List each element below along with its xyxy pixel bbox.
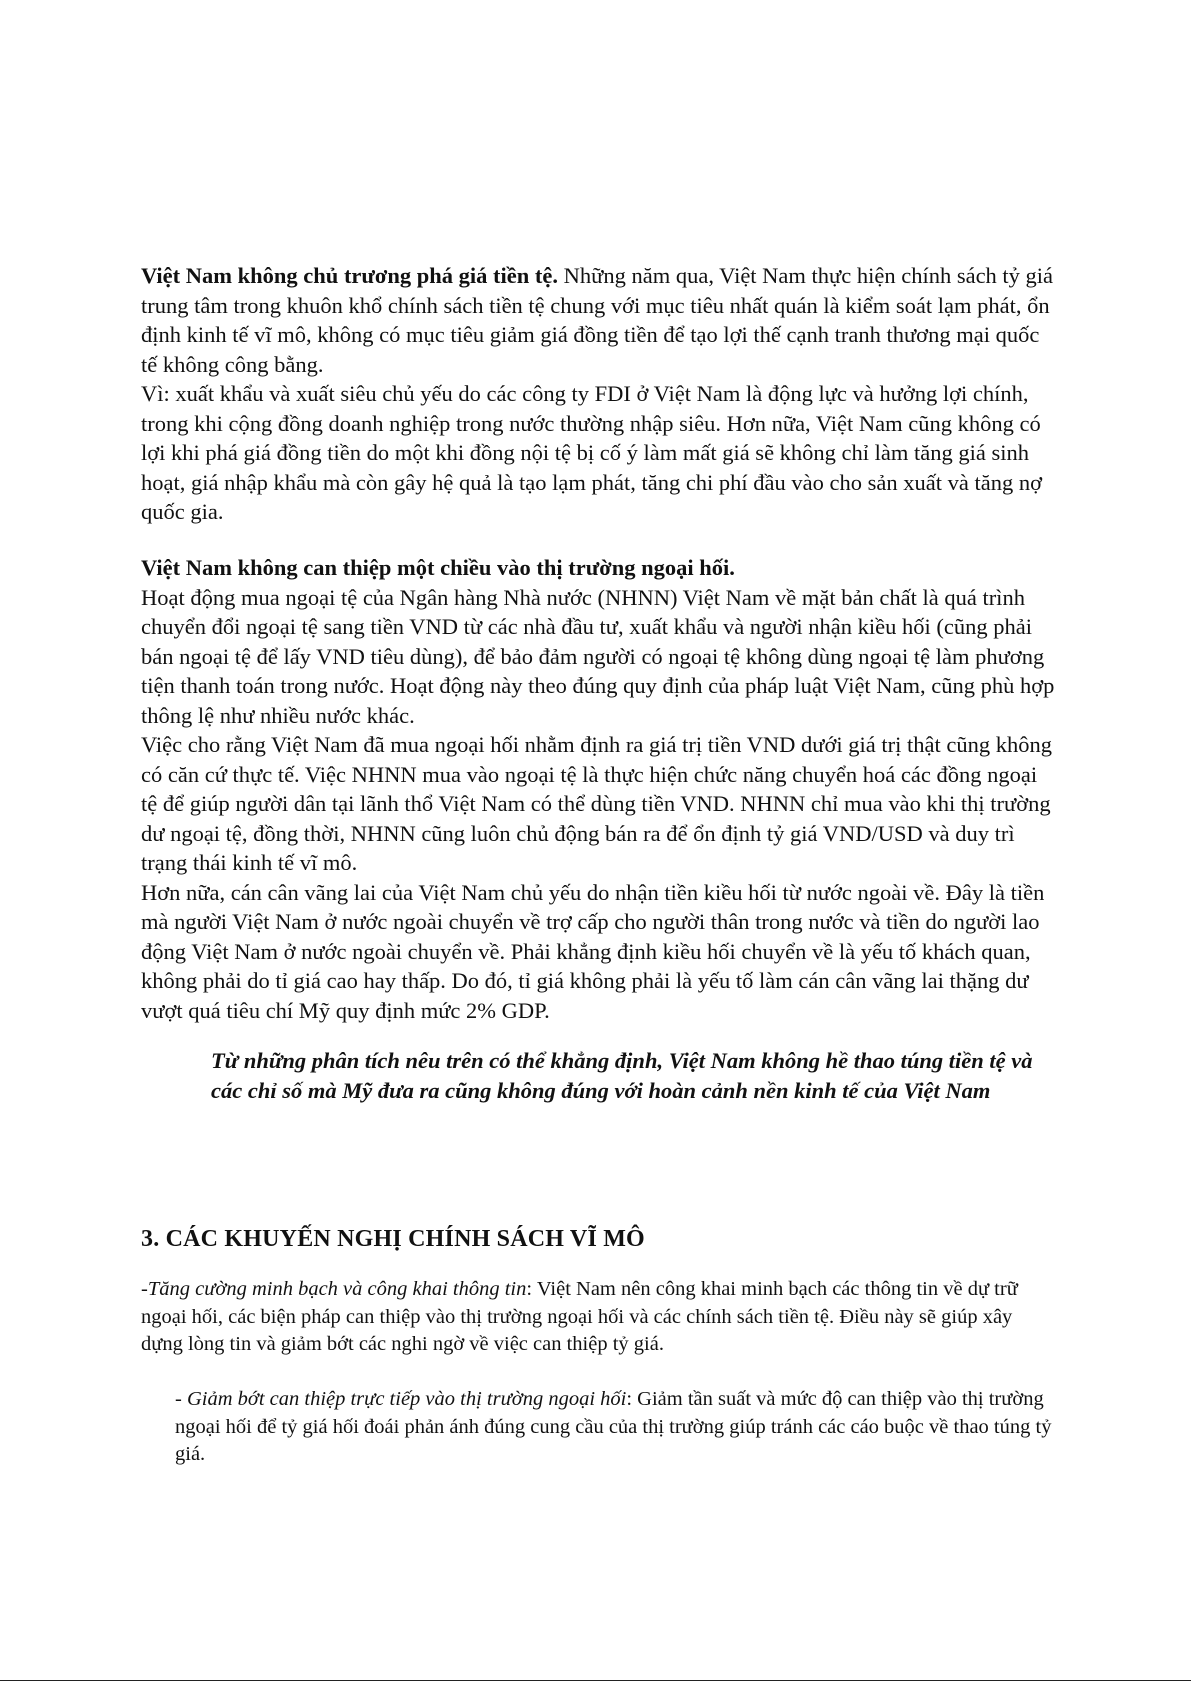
recommendation-text: : Giảm tần suất và mức độ can thiệp vào thị trường ngoại hối để tỷ giá hối đoái phản ánh đúng cung cầu của thị trường giúp tránh các cáo buộc về thao túng tỷ giá.	[175, 1388, 1052, 1465]
page-bottom-rule	[0, 1680, 1191, 1681]
paragraph-sbv-purchases: Hoạt động mua ngoại tệ của Ngân hàng Nhà nước (NHNN) Việt Nam về mặt bản chất là quá trình chuyển đổi ngoại tệ sang tiền VND từ các nhà đầu tư, xuất khẩu và người nhận kiều hối (cũng phải bán ngoại tệ để lấy VND tiêu dùng), để bảo đảm người có ngoại tệ không dùng ngoại tệ làm phương tiện thanh toán trong nước. Hoạt động này theo đúng quy định của pháp luật Việt Nam, cũng phù hợp thông lệ như nhiều nước khác.	[141, 584, 1055, 728]
section-title-recommendations: 3. CÁC KHUYẾN NGHỊ CHÍNH SÁCH VĨ MÔ	[141, 1226, 645, 1252]
paragraph-current-account: Hơn nữa, cán cân vãng lai của Việt Nam chủ yếu do nhận tiền kiều hối từ nước ngoài về. Đây là tiền mà người Việt Nam ở nước ngoài chuyển về trợ cấp cho người thân trong nước và tiền do người lao động Việt Nam ở nước ngoài chuyển về. Phải khẳng định kiều hối chuyển về là yếu tố khách quan, không phải do tỉ giá cao hay thấp. Do đó, tỉ giá không phải là yếu tố làm cán cân vãng lai thặng dư vượt quá tiêu chí Mỹ quy định mức 2% GDP.	[141, 879, 1045, 1023]
recommendation-bullet: -	[141, 1278, 148, 1300]
recommendation-title: Giảm bớt can thiệp trực tiếp vào thị trường ngoại hối	[186, 1388, 627, 1410]
recommendation-title: Tăng cường minh bạch và công khai thông tin	[147, 1278, 527, 1300]
recommendation-transparency	[141, 1276, 1059, 1359]
recommendation-bullet: -	[175, 1388, 187, 1410]
recommendation-reduce-intervention	[175, 1386, 1055, 1469]
conclusion-statement: Từ những phân tích nêu trên có thể khẳng định, Việt Nam không hề thao túng tiền tệ và các chỉ số mà Mỹ đưa ra cũng không đúng với hoàn cảnh nền kinh tế của Việt Nam	[211, 1048, 1033, 1103]
paragraph-no-devaluation	[141, 261, 1056, 379]
section-no-intervention	[141, 553, 1056, 1025]
paragraph-text: Những năm qua, Việt Nam thực hiện chính sách tỷ giá trung tâm trong khuôn khổ chính sách tiền tệ chung với mục tiêu nhất quán là kiểm soát lạm phát, ổn định kinh tế vĩ mô, không có mục tiêu giảm giá đồng tiền để tạo lợi thế cạnh tranh thương mại quốc tế không công bằng.	[141, 263, 1054, 377]
section-no-devaluation	[141, 261, 1056, 527]
recommendation-text: : Việt Nam nên công khai minh bạch các thông tin về dự trữ ngoại hối, các biện pháp can thiệp vào thị trường ngoại hối và các chính sách tiền tệ. Điều này sẽ giúp xây dựng lòng tin và giảm bớt các nghi ngờ về việc can thiệp tỷ giá.	[141, 1278, 1018, 1355]
paragraph-vnd-valuation: Việc cho rằng Việt Nam đã mua ngoại hối nhằm định ra giá trị tiền VND dưới giá trị thật cũng không có căn cứ thực tế. Việc NHNN mua vào ngoại tệ là thực hiện chức năng chuyển hoá các đồng ngoại tệ để giúp người dân tại lãnh thổ Việt Nam có thể dùng tiền VND. NHNN chỉ mua vào khi thị trường dư ngoại tệ, đồng thời, NHNN cũng luôn chủ động bán ra để ổn định tỷ giá VND/USD và duy trì trạng thái kinh tế vĩ mô.	[141, 732, 1052, 875]
paragraph-reason: Vì: xuất khẩu và xuất siêu chủ yếu do các công ty FDI ở Việt Nam là động lực và hưởng lợi chính, trong khi cộng đồng doanh nghiệp trong nước thường nhập siêu. Hơn nữa, Việt Nam cũng không có lợi khi phá giá đồng tiền do một khi đồng nội tệ bị cố ý làm mất giá sẽ không chỉ làm tăng giá sinh hoạt, giá nhập khẩu mà còn gây hệ quả là tạo lạm phát, tăng chi phí đầu vào cho sản xuất và tăng nợ quốc gia.	[141, 381, 1042, 524]
section-heading-no-intervention: Việt Nam không can thiệp một chiều vào thị trường ngoại hối.	[141, 555, 735, 580]
section-heading-no-devaluation: Việt Nam không chủ trương phá giá tiền tệ.	[141, 263, 559, 288]
